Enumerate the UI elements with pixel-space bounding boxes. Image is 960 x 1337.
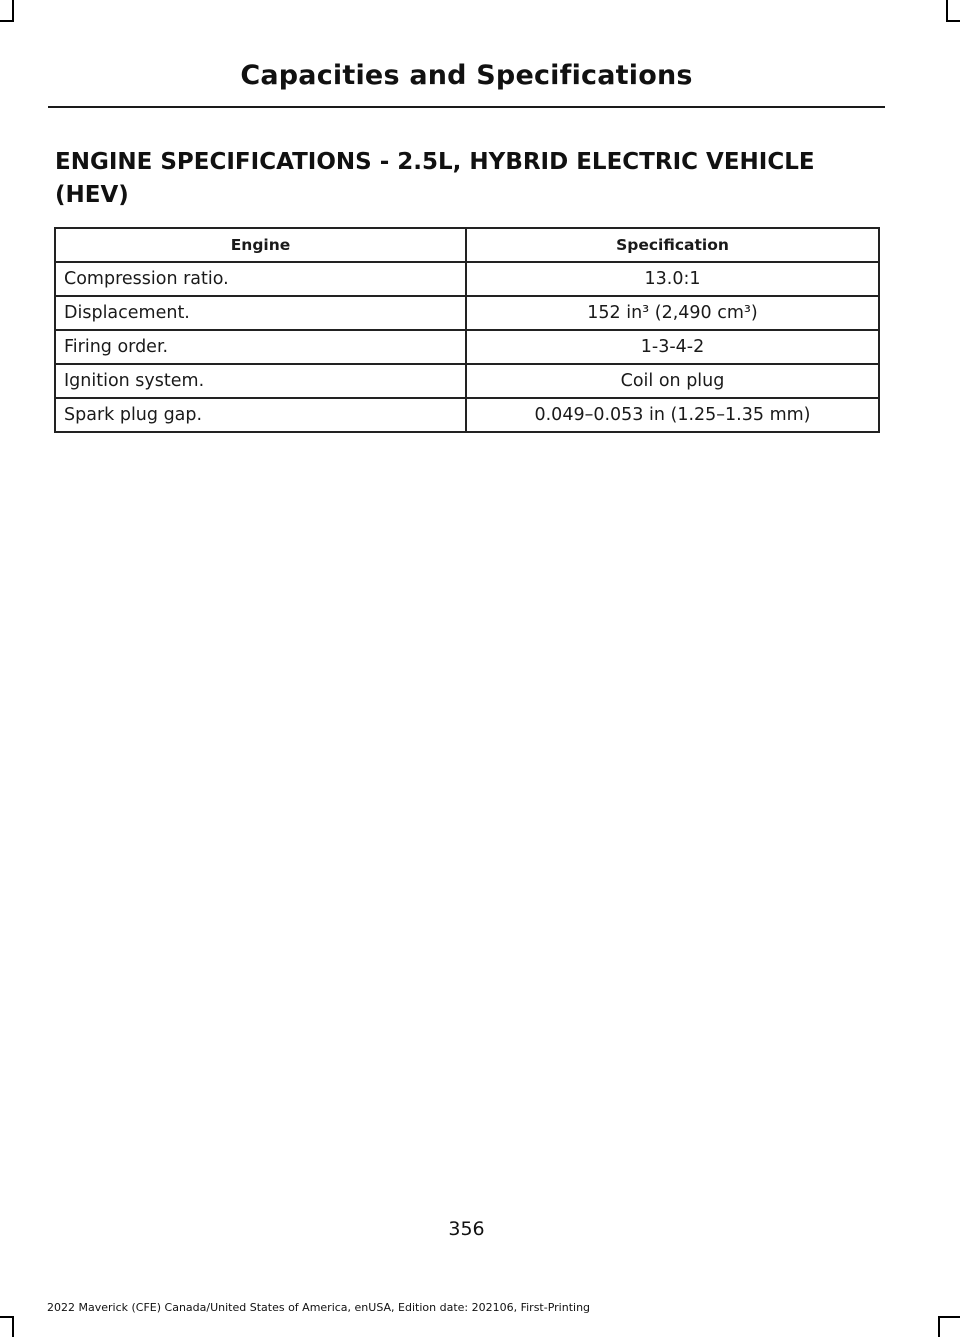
spec-cell: 152 in³ (2,490 cm³) bbox=[466, 296, 879, 330]
page-number: 356 bbox=[448, 1218, 485, 1240]
engine-cell: Displacement. bbox=[55, 296, 466, 330]
header-divider bbox=[48, 106, 885, 108]
engine-cell: Compression ratio. bbox=[55, 262, 466, 296]
table-header-row bbox=[55, 228, 879, 262]
table-row bbox=[55, 296, 879, 330]
column-header-specification: Specification bbox=[466, 228, 879, 262]
spec-cell: 1-3-4-2 bbox=[466, 330, 879, 364]
crop-mark-top-left-vertical bbox=[12, 0, 14, 20]
spec-cell: Coil on plug bbox=[466, 364, 879, 398]
crop-mark-top-right-horizontal bbox=[946, 20, 960, 22]
table-row bbox=[55, 330, 879, 364]
spec-cell: 0.049–0.053 in (1.25–1.35 mm) bbox=[466, 398, 879, 432]
crop-mark-top-left-horizontal bbox=[0, 20, 14, 22]
spec-cell: 13.0:1 bbox=[466, 262, 879, 296]
engine-spec-table bbox=[54, 227, 880, 433]
crop-mark-bottom-left-horizontal bbox=[0, 1316, 14, 1318]
crop-mark-bottom-right-horizontal bbox=[938, 1316, 960, 1318]
table-row bbox=[55, 262, 879, 296]
crop-mark-top-right-vertical bbox=[946, 0, 948, 20]
table-row bbox=[55, 398, 879, 432]
edition-footer: 2022 Maverick (CFE) Canada/United States of America, enUSA, Edition date: 202106, First-Printing bbox=[47, 1301, 591, 1314]
engine-cell: Spark plug gap. bbox=[55, 398, 466, 432]
section-title: ENGINE SPECIFICATIONS - 2.5L, HYBRID ELECTRIC VEHICLE (HEV) bbox=[55, 149, 815, 208]
table-row bbox=[55, 364, 879, 398]
engine-cell: Ignition system. bbox=[55, 364, 466, 398]
engine-cell: Firing order. bbox=[55, 330, 466, 364]
page-header-title: Capacities and Specifications bbox=[240, 60, 693, 91]
crop-mark-bottom-right-vertical bbox=[938, 1316, 940, 1337]
column-header-engine: Engine bbox=[55, 228, 466, 262]
crop-mark-bottom-left-vertical bbox=[12, 1316, 14, 1337]
